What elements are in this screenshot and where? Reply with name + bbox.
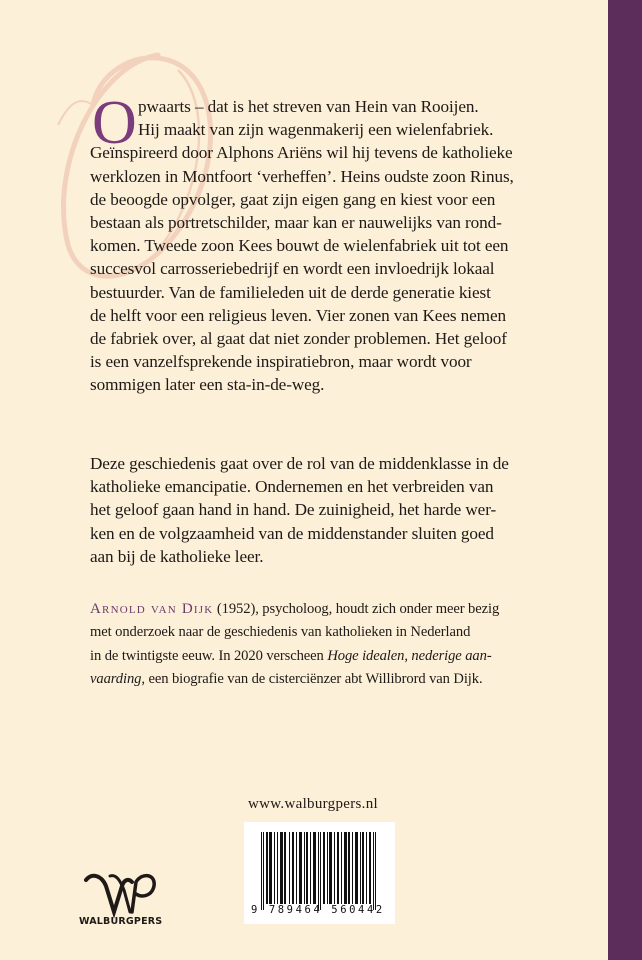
blurb-line: de beoogde opvolger, gaat zijn eigen gang en kiest voor een — [90, 189, 496, 209]
blurb-line: bestuurder. Van de familieleden uit de derde generatie kiest — [90, 282, 491, 302]
publisher-logo-text: WALBURGPERS — [79, 916, 163, 927]
blurb-line: komen. Tweede zoon Kees bouwt de wielenfabriek uit tot een — [90, 236, 509, 256]
blurb-line: katholieke emancipatie. Ondernemen en het verbreiden van — [90, 477, 494, 497]
author-bio-text: in de twintigste eeuw. In 2020 verscheen — [90, 647, 328, 664]
author-bio — [90, 598, 560, 691]
blurb-line: Geïnspireerd door Alphons Ariëns wil hij tevens de katholieke — [90, 143, 513, 163]
blurb-paragraph-1 — [90, 89, 560, 397]
blurb-paragraph-2 — [90, 452, 560, 568]
blurb-line: bestaan als portretschilder, maar kan er nauwelijks van rond- — [90, 213, 502, 233]
blurb-line: succesvol carrosseriebedrijf en wordt een invloedrijk lokaal — [90, 259, 495, 279]
blurb-line: sommigen later een sta-in-de-weg. — [90, 375, 325, 395]
author-name: Arnold van Dijk — [90, 601, 214, 617]
author-bio-text: met onderzoek naar de geschiedenis van katholieken in Nederland — [90, 624, 471, 641]
blurb-line: ken en de volgzaamheid van de middenstander sluiten goed — [90, 523, 494, 543]
blurb-line: pwaarts – dat is het streven van Hein van Rooijen. — [138, 97, 479, 116]
author-bio-text: (1952), psycholoog, houdt zich onder meer bezig — [213, 601, 500, 617]
book-spine-strip — [608, 0, 642, 960]
blurb-line: is een vanzelfsprekende inspiratiebron, maar wordt voor — [90, 352, 472, 372]
blurb-line: aan bij de katholieke leer. — [90, 546, 264, 566]
blurb-line: Hij maakt van zijn wagenmakerij een wielenfabriek. — [138, 120, 494, 140]
blurb-line: werklozen in Montfoort ‘verheffen’. Heins oudste zoon Rinus, — [90, 166, 514, 186]
isbn-number: 9 789464 560442 — [251, 904, 385, 916]
blurb-line: de helft voor een religieus leven. Vier zonen van Kees nemen — [90, 305, 506, 325]
blurb-line: de fabriek over, al gaat dat niet zonder problemen. Het geloof — [90, 329, 507, 349]
author-bio-text: , een biografie van de cisterciënzer abt Willibrord van Dijk. — [141, 670, 483, 687]
publisher-website[interactable]: www.walburgpers.nl — [248, 796, 378, 812]
blurb-line: het geloof gaan hand in hand. De zuinigheid, het harde wer- — [90, 500, 497, 520]
book-title-italic: Hoge idealen, nederige aan- — [327, 647, 492, 664]
drop-cap-letter: O — [92, 89, 137, 157]
book-title-italic: vaarding — [90, 670, 142, 687]
blurb-line: Deze geschiedenis gaat over de rol van de middenklasse in de — [90, 454, 509, 473]
barcode-bars-icon — [261, 832, 381, 910]
isbn-barcode — [244, 822, 395, 924]
